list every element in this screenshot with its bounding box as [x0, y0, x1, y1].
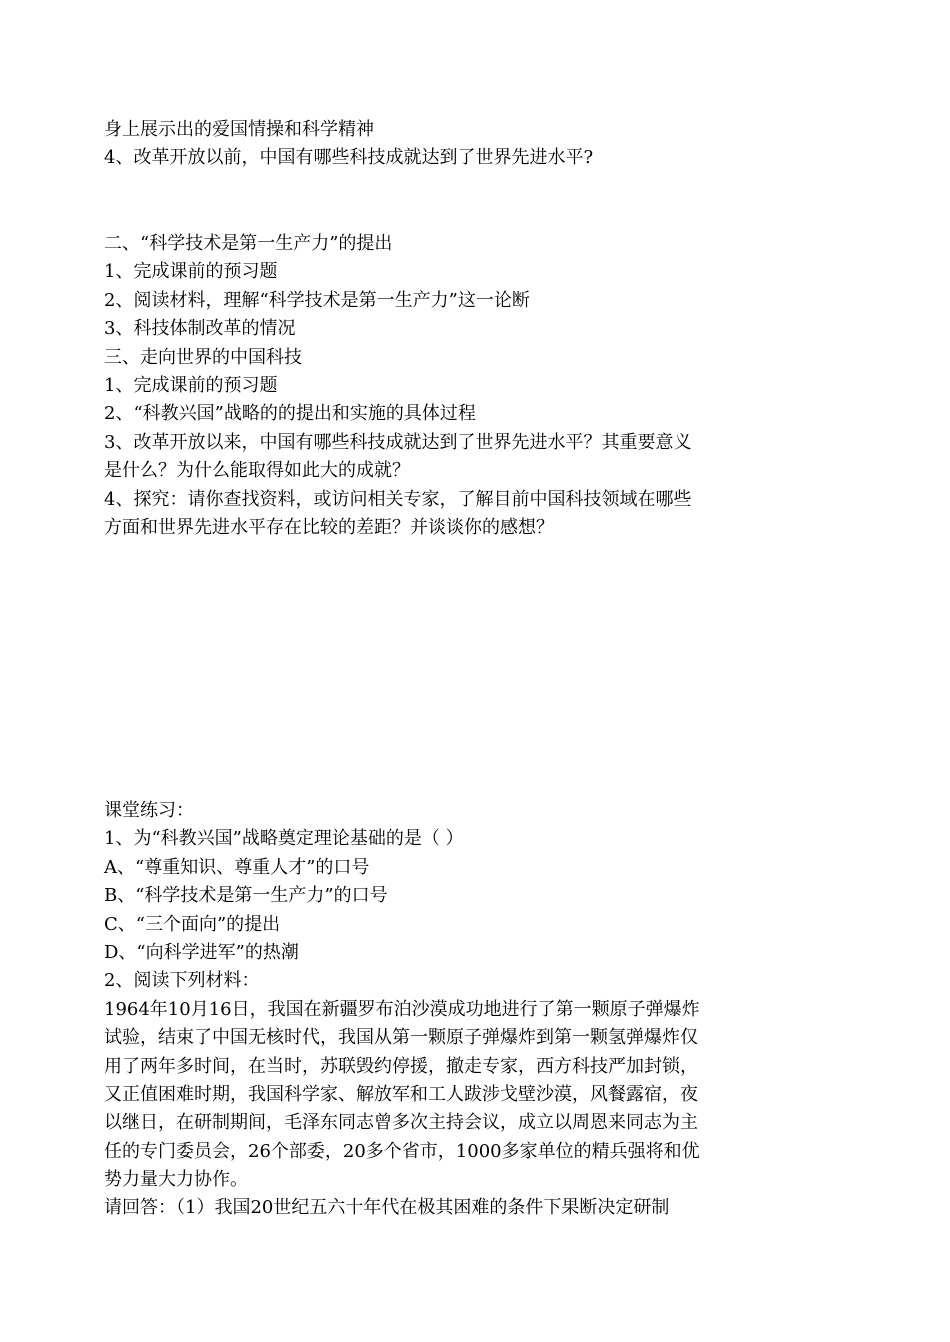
option-b: B、“科学技术是第一生产力”的口号 [104, 885, 388, 907]
material-line: 试验，结束了中国无核时代，我国从第一颗原子弹爆炸到第一颗氢弹爆炸仅 [104, 1027, 698, 1049]
text-line: 4、改革开放以前，中国有哪些科技成就达到了世界先进水平? [104, 147, 594, 169]
material-line: 势力量大力协作。 [104, 1169, 248, 1191]
option-a: A、“尊重知识、尊重人才”的口号 [104, 856, 370, 878]
main-sections [104, 230, 744, 542]
top-section [104, 116, 744, 173]
text-line: 3、改革开放以来，中国有哪些科技成就达到了世界先进水平？其重要意义 [104, 431, 692, 453]
answer-prompt: 请回答：（1）我国20世纪五六十年代在极其困难的条件下果断决定研制 [104, 1197, 670, 1219]
text-line: 2、“科教兴国”战略的的提出和实施的具体过程 [104, 403, 476, 425]
exercise-section [104, 797, 744, 1223]
text-line: 1、完成课前的预习题 [104, 374, 278, 396]
option-d: D、“向科学进军”的热潮 [104, 941, 299, 963]
material-line: 用了两年多时间，在当时，苏联毁约停援，撤走专家，西方科技严加封锁， [104, 1055, 698, 1077]
question-line: 2、阅读下列材料： [104, 970, 260, 992]
section-heading: 二、“科学技术是第一生产力”的提出 [104, 233, 393, 254]
text-line: 3、科技体制改革的情况 [104, 318, 296, 340]
question-line: 1、为“科教兴国”战略奠定理论基础的是（ ） [104, 828, 464, 850]
material-line: 又正值困难时期，我国科学家、解放军和工人跋涉戈壁沙漠，风餐露宿，夜 [104, 1083, 698, 1105]
section-heading: 三、走向世界的中国科技 [104, 346, 302, 368]
text-line: 1、完成课前的预习题 [104, 261, 278, 283]
exercise-heading: 课堂练习： [104, 800, 194, 821]
material-line: 任的专门委员会，26个部委，20多个省市，1000多家单位的精兵强将和优 [104, 1140, 700, 1162]
text-line: 身上展示出的爱国情操和科学精神 [104, 119, 374, 140]
material-line: 以继日，在研制期间，毛泽东同志曾多次主持会议，成立以周恩来同志为主 [104, 1112, 698, 1134]
text-line: 是什么？为什么能取得如此大的成就？ [104, 460, 410, 482]
option-c: C、“三个面向”的提出 [104, 913, 281, 935]
material-line: 1964年10月16日，我国在新疆罗布泊沙漠成功地进行了第一颗原子弹爆炸 [104, 998, 700, 1020]
text-line: 2、阅读材料，理解“科学技术是第一生产力”这一论断 [104, 289, 530, 311]
text-line: 4、探究：请你查找资料，或访问相关专家，了解目前中国科技领域在哪些 [104, 488, 692, 510]
text-line: 方面和世界先进水平存在比较的差距？并谈谈你的感想？ [104, 516, 554, 538]
